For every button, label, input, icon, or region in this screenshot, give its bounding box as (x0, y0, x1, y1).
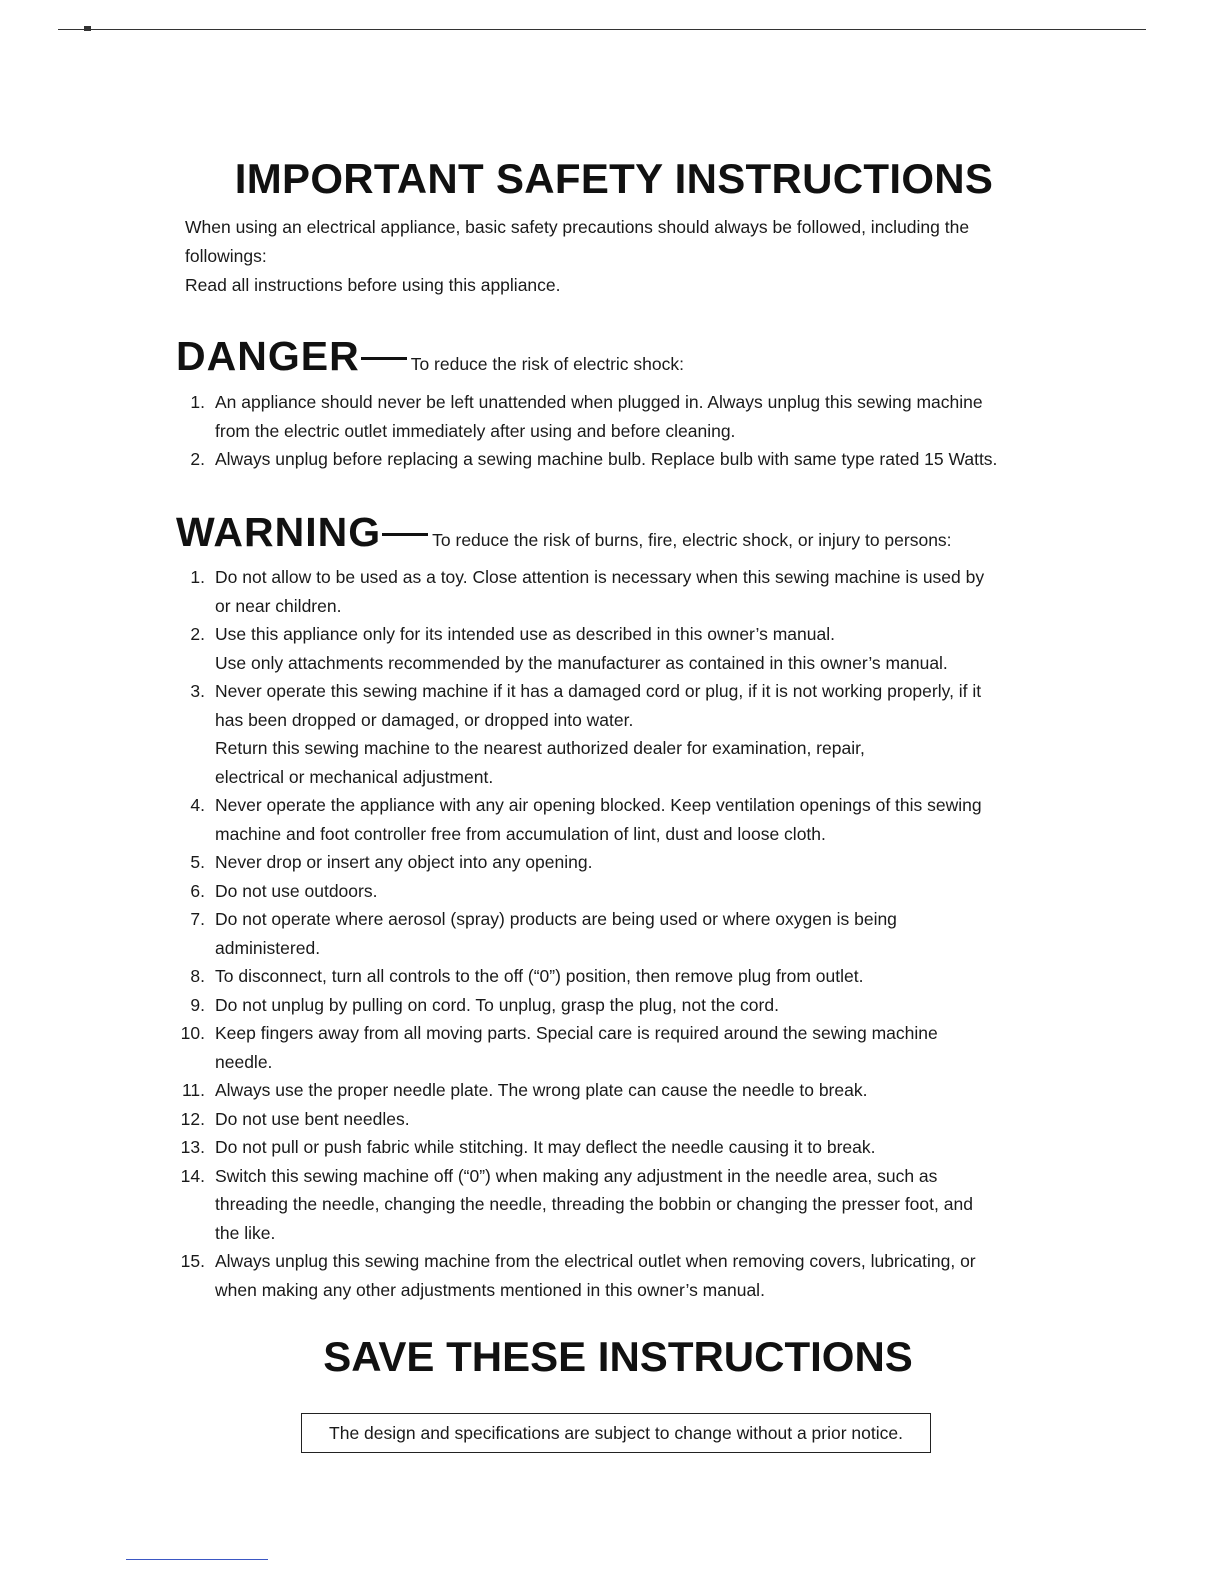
warning-item (177, 563, 1057, 620)
warning-item (177, 962, 1057, 991)
item-number: 2. (190, 624, 205, 644)
item-number: 7. (190, 909, 205, 929)
item-line: from the electric outlet immediately after using and before cleaning. (215, 420, 736, 441)
warning-item (177, 905, 1057, 962)
em-dash (361, 357, 407, 360)
warning-item (177, 677, 1057, 791)
item-line: Always unplug before replacing a sewing machine bulb. Replace bulb with same type rated 15 Watts. (215, 449, 998, 469)
item-line: threading the needle, changing the needle, threading the bobbin or changing the presser foot, and (215, 1194, 973, 1214)
item-number: 8. (190, 966, 205, 986)
warning-item (177, 1019, 1057, 1076)
item-line: Do not unplug by pulling on cord. To unplug, grasp the plug, not the cord. (215, 994, 779, 1015)
item-line: administered. (215, 937, 321, 958)
item-line: Never operate the appliance with any air opening blocked. Keep ventilation openings of this sewing (215, 795, 982, 815)
item-line: Do not allow to be used as a toy. Close attention is necessary when this sewing machine is used by (215, 567, 985, 587)
item-line: Do not use bent needles. (215, 1108, 410, 1129)
item-line: or near children. (215, 595, 342, 616)
intro-paragraph: When using an electrical appliance, basic safety precautions should always be followed, including the followings: (185, 217, 970, 266)
danger-heading (176, 333, 684, 380)
item-number: 1. (190, 392, 205, 412)
item-line: Always unplug this sewing machine from the electrical outlet when removing covers, lubricating, or (215, 1251, 976, 1271)
item-number: 2. (190, 449, 205, 469)
warning-subtitle: To reduce the risk of burns, fire, electric shock, or injury to persons: (432, 530, 952, 550)
item-line: Keep fingers away from all moving parts. Special care is required around the sewing machine (215, 1023, 938, 1043)
item-line: when making any other adjustments mentioned in this owner’s manual. (215, 1279, 765, 1300)
item-line: Do not operate where aerosol (spray) products are being used or where oxygen is being (215, 909, 897, 929)
danger-list (177, 388, 1057, 474)
item-line: machine and foot controller free from accumulation of lint, dust and loose cloth. (215, 823, 826, 844)
warning-item (177, 791, 1057, 848)
warning-list (177, 563, 1057, 1304)
warning-item (177, 1076, 1057, 1105)
item-number: 3. (190, 681, 205, 701)
item-line: Use only attachments recommended by the manufacturer as contained in this owner’s manual. (215, 652, 948, 673)
danger-subtitle: To reduce the risk of electric shock: (410, 354, 684, 374)
warning-item (177, 1105, 1057, 1134)
intro-text (185, 213, 1045, 300)
bottom-rule (126, 1559, 268, 1560)
warning-title: WARNING (176, 509, 382, 555)
warning-item (177, 1162, 1057, 1248)
item-line: the like. (215, 1222, 276, 1243)
item-line: Do not pull or push fabric while stitching. It may deflect the needle causing it to break. (215, 1137, 876, 1157)
item-number: 9. (190, 994, 205, 1015)
item-line: Never drop or insert any object into any opening. (215, 852, 593, 872)
warning-item (177, 877, 1057, 906)
danger-title: DANGER (176, 333, 360, 379)
item-line: electrical or mechanical adjustment. (215, 766, 494, 787)
warning-heading (176, 509, 952, 556)
warning-item (177, 620, 1057, 677)
item-number: 6. (190, 880, 205, 901)
item-line: Do not use outdoors. (215, 880, 378, 901)
save-instructions-title: SAVE THESE INSTRUCTIONS (323, 1333, 913, 1380)
item-number: 4. (190, 795, 205, 815)
item-line: Always use the proper needle plate. The wrong plate can cause the needle to break. (215, 1080, 868, 1100)
corner-mark (84, 26, 91, 31)
item-number: 12. (180, 1108, 205, 1129)
warning-item (177, 848, 1057, 877)
em-dash (382, 533, 428, 536)
item-line: Return this sewing machine to the nearest authorized dealer for examination, repair, (215, 738, 865, 758)
item-line: Switch this sewing machine off (“0”) when making any adjustment in the needle area, such as (215, 1165, 938, 1186)
item-number: 15. (180, 1251, 205, 1271)
item-number: 14. (180, 1165, 205, 1186)
top-rule (58, 29, 1146, 30)
item-line: has been dropped or damaged, or dropped into water. (215, 709, 634, 730)
intro-paragraph: Read all instructions before using this appliance. (185, 275, 561, 295)
warning-item (177, 1247, 1057, 1304)
item-line: needle. (215, 1051, 273, 1072)
page-title: IMPORTANT SAFETY INSTRUCTIONS (234, 155, 994, 202)
item-number: 11. (181, 1080, 205, 1100)
item-number: 1. (190, 567, 205, 587)
item-line: Use this appliance only for its intended use as described in this owner’s manual. (215, 624, 835, 644)
item-number: 13. (180, 1137, 205, 1157)
item-number: 5. (190, 852, 205, 872)
danger-item (177, 445, 1057, 474)
danger-item (177, 388, 1057, 445)
item-number: 10. (180, 1023, 205, 1043)
warning-item (177, 991, 1057, 1020)
warning-item (177, 1133, 1057, 1162)
item-line: Never operate this sewing machine if it has a damaged cord or plug, if it is not working properly, if it (215, 681, 982, 701)
item-line: An appliance should never be left unattended when plugged in. Always unplug this sewing machine (215, 392, 983, 412)
notice-box: The design and specifications are subject to change without a prior notice. (301, 1413, 931, 1453)
item-line: To disconnect, turn all controls to the off (“0”) position, then remove plug from outlet. (215, 966, 864, 986)
